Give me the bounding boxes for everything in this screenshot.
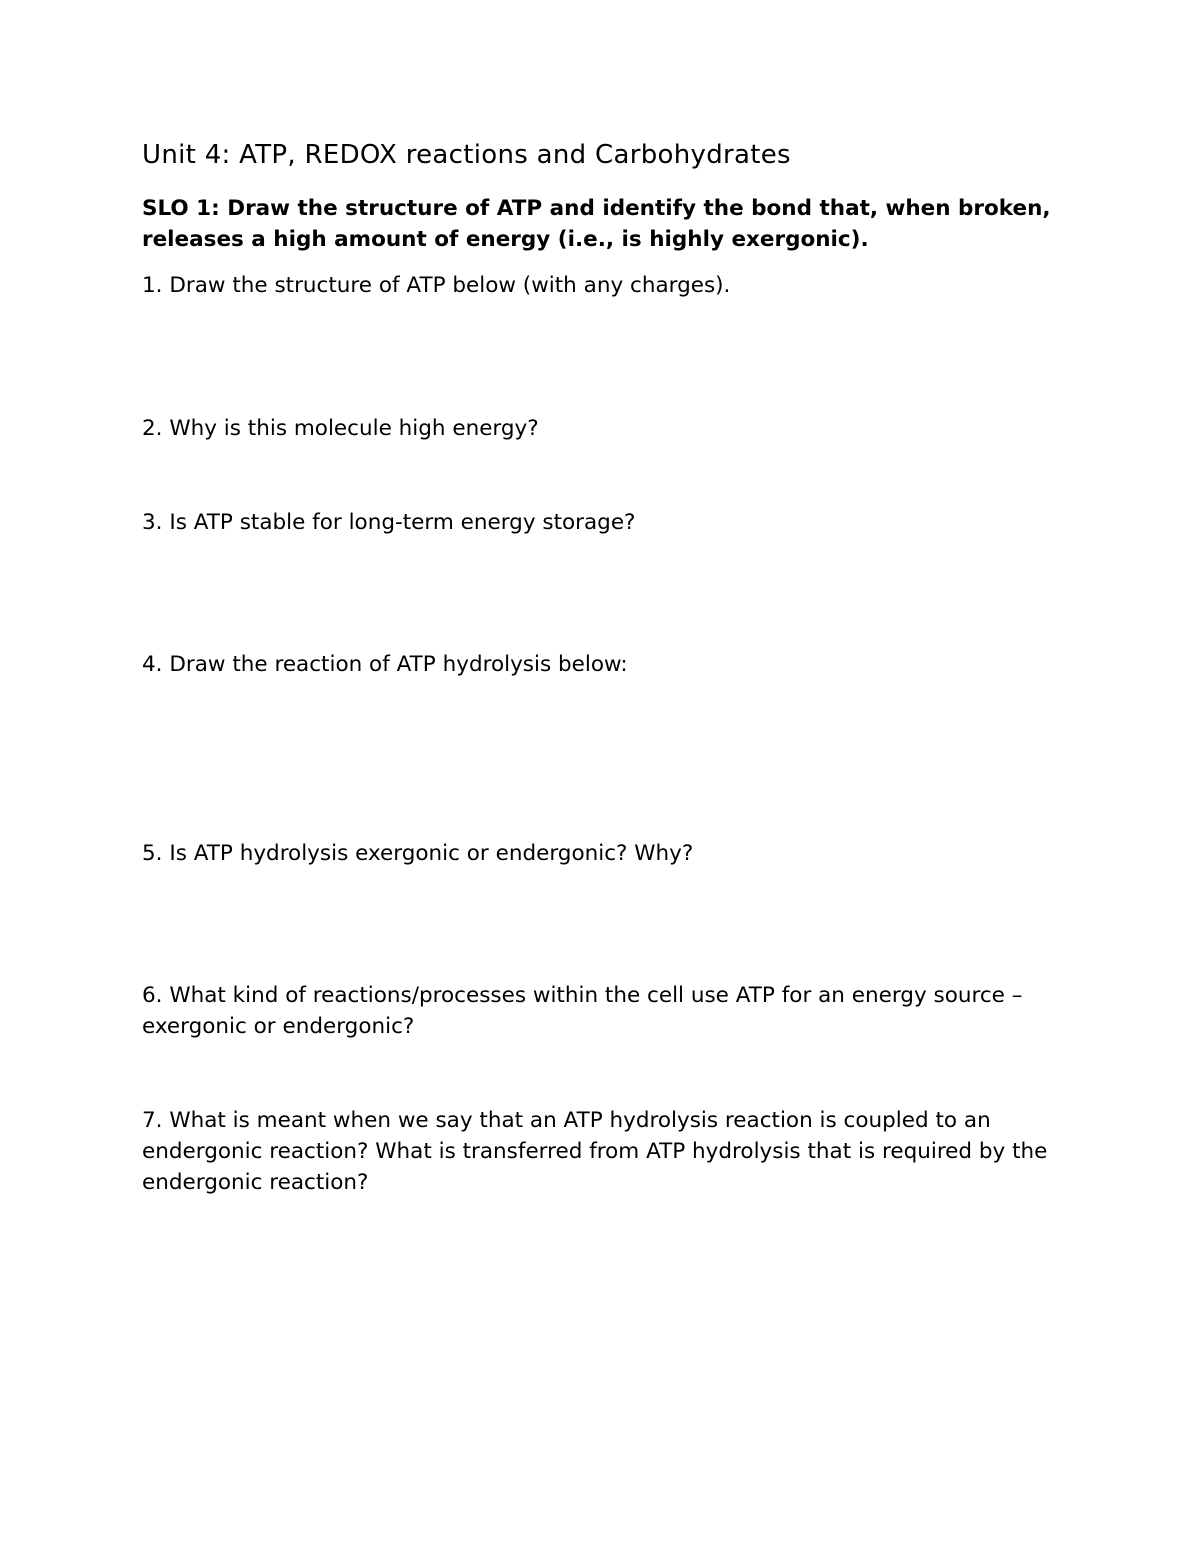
question-3: 3. Is ATP stable for long-term energy storage?: [142, 510, 636, 535]
question-6: 6. What kind of reactions/processes within the cell use ATP for an energy source – exergonic or endergonic?: [142, 983, 1023, 1039]
answer-space-5: [142, 873, 1052, 973]
question-4: 4. Draw the reaction of ATP hydrolysis below:: [142, 652, 628, 677]
page-title: Unit 4: ATP, REDOX reactions and Carbohydrates: [142, 140, 791, 170]
answer-space-4: [142, 684, 1052, 834]
question-2: 2. Why is this molecule high energy?: [142, 416, 539, 441]
document-page: [142, 0, 1062, 1553]
answer-space-2: [142, 448, 1052, 503]
answer-space-1: [142, 305, 1052, 405]
question-1: 1. Draw the structure of ATP below (with any charges).: [142, 273, 731, 298]
slo-heading: SLO 1: Draw the structure of ATP and identify the bond that, when broken, releases a high amount of energy (i.e., is highly exergonic).: [142, 196, 1051, 252]
answer-space-6: [142, 1045, 1052, 1100]
question-7: 7. What is meant when we say that an ATP hydrolysis reaction is coupled to an endergonic reaction? What is transferred from ATP hydrolysis that is required by the endergonic reaction?: [142, 1108, 1048, 1195]
answer-space-7: [142, 1205, 1052, 1505]
question-5: 5. Is ATP hydrolysis exergonic or endergonic? Why?: [142, 841, 694, 866]
answer-space-3: [142, 542, 1052, 642]
